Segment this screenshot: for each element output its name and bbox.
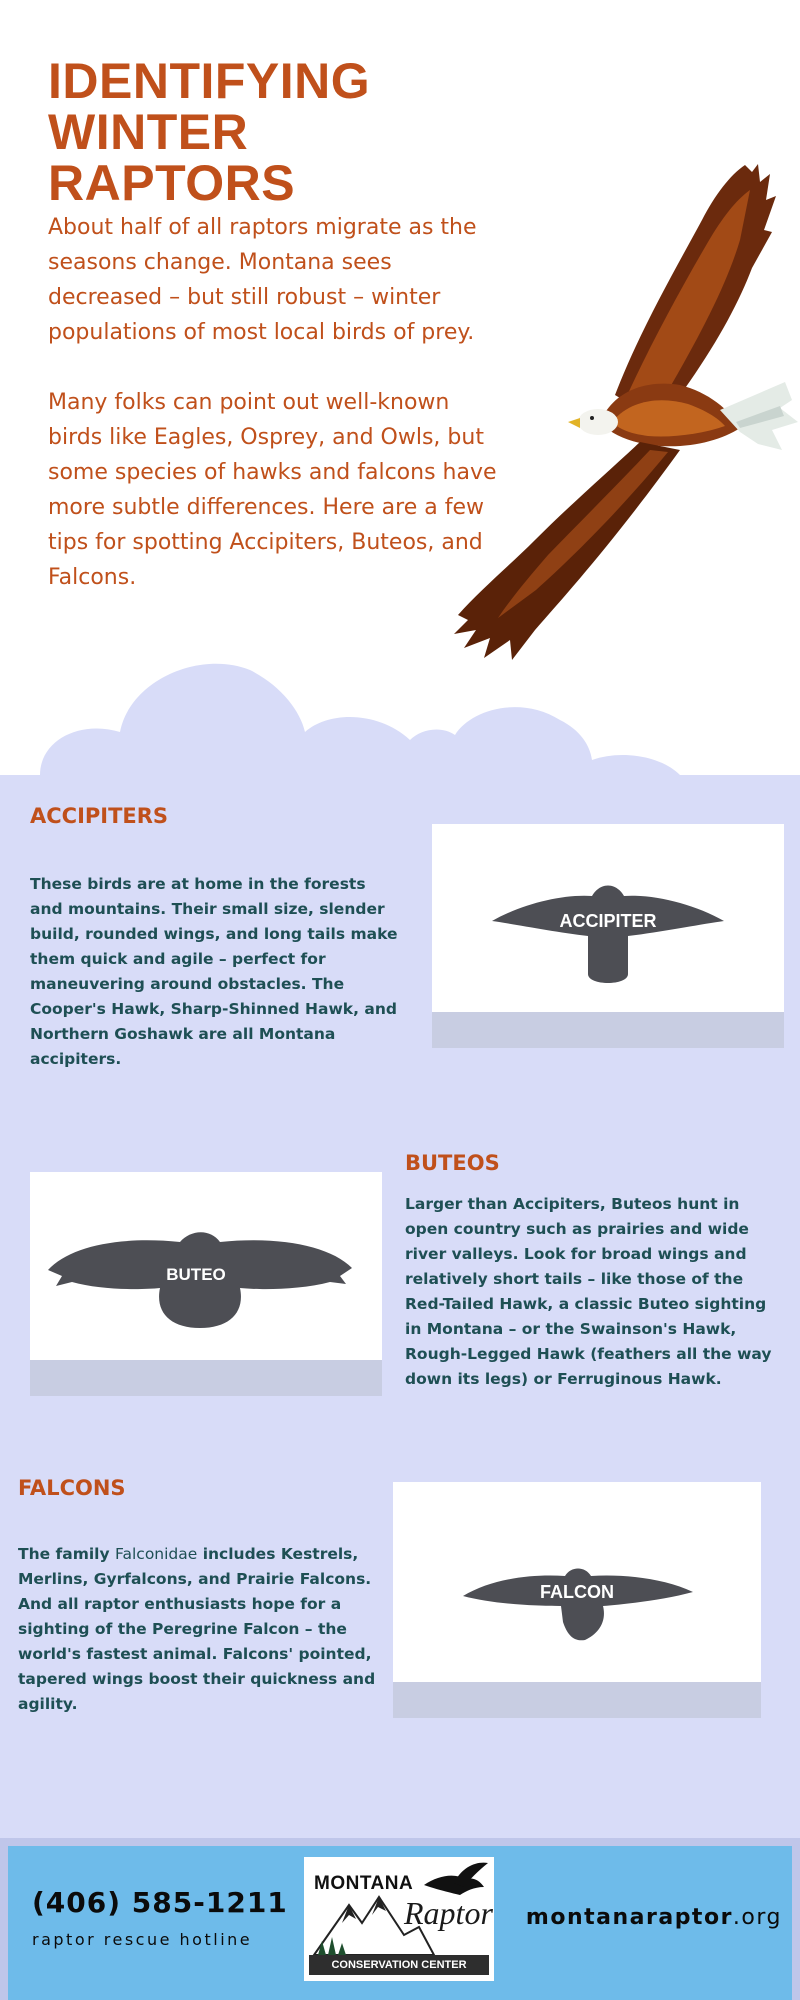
cloud-shape bbox=[0, 640, 800, 790]
accipiter-silhouette-card bbox=[432, 824, 784, 1048]
logo-raptor-text: Raptor bbox=[404, 1895, 493, 1931]
falcon-silhouette-card bbox=[393, 1482, 761, 1718]
logo-conservation-banner: CONSERVATION CENTER bbox=[309, 1955, 489, 1975]
website-link[interactable] bbox=[526, 1905, 782, 1930]
falconidae-term: Falconidae bbox=[115, 1545, 198, 1563]
falcon-silhouette-icon bbox=[393, 1482, 761, 1682]
accipiter-silhouette-icon bbox=[432, 824, 784, 1014]
card-footer-strip bbox=[432, 1012, 784, 1048]
logo-montana-text: MONTANA bbox=[314, 1873, 414, 1894]
buteo-label: BUTEO bbox=[166, 1265, 226, 1284]
accipiter-label: ACCIPITER bbox=[559, 911, 657, 931]
card-footer-strip bbox=[30, 1360, 382, 1396]
falcons-description bbox=[18, 1542, 380, 1717]
intro-paragraph-2: Many folks can point out well-known birds like Eagles, Osprey, and Owls, but some species of hawks and falcons have more subtle differences. Here are a few tips for spotting Accipiters, Buteos, and Falcons. bbox=[48, 390, 497, 590]
intro-paragraph-1: About half of all raptors migrate as the seasons change. Montana sees decreased – but still robust – winter populations of most local birds of prey. bbox=[48, 215, 477, 345]
buteos-heading: BUTEOS bbox=[405, 1151, 500, 1175]
hotline-phone[interactable]: (406) 585-1211 bbox=[32, 1886, 288, 1919]
bald-eagle-illustration bbox=[440, 160, 800, 670]
falcon-label: FALCON bbox=[540, 1582, 614, 1602]
card-footer-strip bbox=[393, 1682, 761, 1718]
intro-text bbox=[48, 210, 503, 630]
title-line-1: IDENTIFYING bbox=[48, 52, 371, 109]
montana-raptor-logo bbox=[304, 1857, 494, 1981]
buteo-silhouette-card bbox=[30, 1172, 382, 1396]
page-title bbox=[48, 52, 468, 211]
website-name: montanaraptor bbox=[525, 1905, 733, 1930]
accipiters-description: These birds are at home in the forests and mountains. Their small size, slender build, rounded wings, and long tails make them quick and agile – perfect for maneuvering around obstacles. The Cooper's Hawk, Sharp-Shinned Hawk, and Northern Goshawk are all Montana accipiters. bbox=[30, 875, 398, 1068]
buteos-description: Larger than Accipiters, Buteos hunt in open country such as prairies and wide river valleys. Look for broad wings and relatively short tails – like those of the Red-Tailed Hawk, a classic Buteo sighting in Montana – or the Swainson's Hawk, Rough-Legged Hawk (feathers all the way down its legs) or Ferruginous Hawk. bbox=[405, 1195, 772, 1388]
accipiters-heading: ACCIPITERS bbox=[30, 804, 169, 828]
title-line-3: RAPTORS bbox=[48, 154, 296, 211]
falcons-heading: FALCONS bbox=[18, 1476, 126, 1500]
falcons-description-suffix: includes Kestrels, Merlins, Gyrfalcons, and Prairie Falcons. And all raptor enthusiasts hope for a sighting of the Peregrine Falcon – the world's fastest animal. Falcons' pointed, tapered wings boost their quickness and agility. bbox=[18, 1545, 376, 1713]
website-tld: .org bbox=[732, 1905, 782, 1930]
hotline-label: raptor rescue hotline bbox=[32, 1930, 253, 1949]
buteo-silhouette-icon bbox=[30, 1172, 382, 1362]
title-line-2: WINTER bbox=[48, 103, 249, 160]
falcons-description-prefix: The family bbox=[18, 1545, 115, 1563]
